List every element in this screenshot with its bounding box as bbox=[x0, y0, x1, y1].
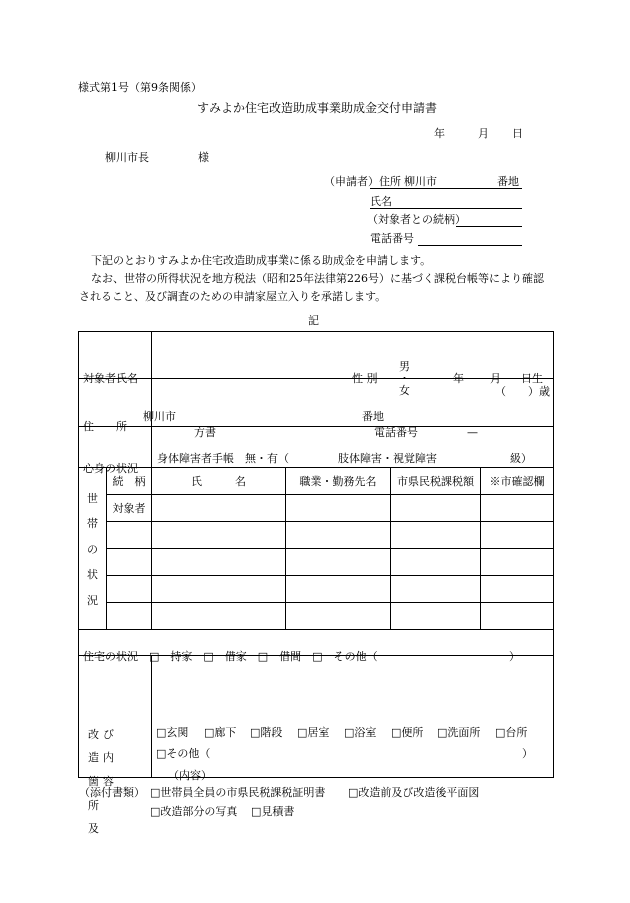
renovation-item-toilet[interactable]: □便所 bbox=[391, 725, 424, 739]
gender-label: 性 別 bbox=[352, 372, 378, 385]
condition-label-cell bbox=[79, 427, 152, 475]
attachment-estimate[interactable]: □見積書 bbox=[251, 805, 295, 818]
renovation-content-label: （内容） bbox=[168, 768, 212, 782]
renovation-label-zou: 造 bbox=[88, 750, 99, 764]
housing-status-text: 住宅の状況 □ 持家 □ 借家 □ 借間 □ その他（ bbox=[83, 649, 378, 663]
housing-status-row bbox=[79, 630, 554, 656]
household-check-cell[interactable] bbox=[481, 495, 554, 522]
subject-row bbox=[79, 332, 554, 379]
address-care-of: 方書 bbox=[194, 425, 216, 439]
attachment-floor-plans[interactable]: □改造前及び改造後平面図 bbox=[348, 786, 480, 799]
renovation-label-you: 容 bbox=[103, 774, 114, 788]
renovation-item-entrance[interactable]: □玄関 bbox=[156, 725, 189, 739]
address-field[interactable] bbox=[143, 379, 554, 439]
renovation-label-nai: 内 bbox=[103, 750, 114, 764]
address-label: 住 所 bbox=[83, 419, 127, 433]
attachments-label: （添付書類） bbox=[79, 786, 145, 799]
table-row bbox=[79, 576, 554, 603]
date-month-label: 月 bbox=[478, 127, 489, 140]
condition-grade: 級） bbox=[510, 452, 532, 465]
household-occupation-cell[interactable] bbox=[286, 576, 391, 603]
applicant-banchi: 番地 bbox=[497, 175, 519, 188]
address-label-cell bbox=[79, 379, 152, 433]
household-header-row bbox=[79, 468, 554, 495]
attachment-tax-certificate[interactable]: □世帯員全員の市県民税課税証明書 bbox=[150, 786, 326, 799]
gender-male[interactable]: 男 bbox=[399, 360, 410, 373]
subject-name-label: 対象者氏名 bbox=[83, 372, 138, 385]
household-relation-cell[interactable] bbox=[107, 576, 152, 603]
applicant-name-label: 氏名 bbox=[370, 195, 392, 208]
renovation-label-kai: 改 bbox=[88, 727, 99, 741]
household-label-char-4: 状 bbox=[87, 568, 98, 581]
renovation-row bbox=[79, 656, 554, 778]
household-tax-cell[interactable] bbox=[391, 549, 481, 576]
household-label-char-3: の bbox=[87, 542, 98, 556]
address-banchi: 番地 bbox=[362, 409, 384, 423]
applicant-relation-label: （対象者との続柄） bbox=[367, 213, 466, 226]
renovation-content-cell[interactable] bbox=[152, 656, 554, 782]
header-city-check: ※市確認欄 bbox=[481, 468, 554, 495]
table-row bbox=[79, 495, 554, 522]
household-name-cell[interactable] bbox=[152, 603, 286, 630]
household-name-cell[interactable] bbox=[152, 495, 286, 522]
household-occupation-cell[interactable] bbox=[286, 522, 391, 549]
table-row bbox=[79, 522, 554, 549]
household-check-cell[interactable] bbox=[481, 522, 554, 549]
household-tax-cell[interactable] bbox=[391, 603, 481, 630]
applicant-phone-label: 電話番号 bbox=[370, 232, 414, 245]
gender-female[interactable]: 女 bbox=[399, 384, 410, 397]
addressee: 柳川市長 bbox=[105, 151, 149, 164]
household-name-cell[interactable] bbox=[152, 549, 286, 576]
renovation-item-stairs[interactable]: □階段 bbox=[250, 725, 283, 739]
address-phone-dash: — bbox=[467, 425, 478, 439]
gender-dot: ・ bbox=[399, 372, 410, 385]
household-name-cell[interactable] bbox=[152, 576, 286, 603]
renovation-label-ka: 箇 bbox=[88, 774, 99, 788]
renovation-item-kitchen[interactable]: □台所 bbox=[495, 725, 528, 739]
ki-heading: 記 bbox=[308, 314, 319, 327]
applicant-address-label: （申請者）住所 bbox=[324, 175, 401, 188]
household-label-char-1: 世 bbox=[87, 491, 98, 505]
renovation-item-bathroom[interactable]: □浴室 bbox=[344, 725, 377, 739]
header-name: 氏 名 bbox=[152, 468, 286, 495]
household-check-cell[interactable] bbox=[481, 576, 554, 603]
condition-row bbox=[79, 427, 554, 468]
applicant-name-field[interactable] bbox=[370, 194, 522, 209]
header-tax: 市県民税課税額 bbox=[391, 468, 481, 495]
household-tax-cell[interactable] bbox=[391, 522, 481, 549]
household-relation-cell[interactable] bbox=[107, 522, 152, 549]
renovation-label-bi: び bbox=[103, 727, 114, 741]
subject-details-cell[interactable] bbox=[152, 332, 554, 398]
age-label: （ ）歳 bbox=[495, 385, 550, 398]
renovation-item-washroom[interactable]: □洗面所 bbox=[437, 725, 481, 739]
date-year-label: 年 bbox=[434, 127, 445, 140]
form-number: 様式第1号（第9条関係） bbox=[78, 81, 202, 94]
applicant-city: 柳川市 bbox=[404, 175, 437, 188]
applicant-phone-field[interactable] bbox=[418, 231, 522, 246]
household-tax-cell[interactable] bbox=[391, 495, 481, 522]
renovation-other-close: ） bbox=[522, 746, 533, 760]
household-relation-cell[interactable] bbox=[107, 549, 152, 576]
household-occupation-cell[interactable] bbox=[286, 495, 391, 522]
honorific: 様 bbox=[198, 151, 209, 164]
household-relation-cell[interactable] bbox=[107, 603, 152, 630]
condition-types: 肢体障害・視覚障害 bbox=[338, 452, 437, 465]
renovation-item-living-room[interactable]: □居室 bbox=[297, 725, 330, 739]
household-check-cell[interactable] bbox=[481, 549, 554, 576]
household-name-cell[interactable] bbox=[152, 522, 286, 549]
housing-status-close: ） bbox=[509, 649, 520, 663]
condition-label: 心身の状況 bbox=[83, 462, 138, 475]
header-relation: 続 柄 bbox=[107, 468, 152, 495]
table-row bbox=[79, 549, 554, 576]
household-label-char-2: 帯 bbox=[87, 517, 98, 530]
condition-text: 身体障害者手帳 無・有（ bbox=[157, 452, 289, 465]
table-row bbox=[79, 603, 554, 630]
address-city: 柳川市 bbox=[143, 409, 176, 423]
household-label-cell bbox=[79, 468, 107, 630]
subject-name-label-cell bbox=[79, 332, 152, 385]
household-occupation-cell[interactable] bbox=[286, 603, 391, 630]
address-phone-label: 電話番号 bbox=[374, 425, 418, 439]
household-label-char-5: 況 bbox=[87, 593, 98, 607]
date-day-label: 日 bbox=[512, 127, 523, 140]
applicant-relation-field[interactable] bbox=[456, 212, 522, 227]
household-check-cell[interactable] bbox=[481, 603, 554, 630]
birth-year-label: 年 bbox=[453, 372, 464, 385]
household-occupation-cell[interactable] bbox=[286, 549, 391, 576]
address-row bbox=[79, 379, 554, 427]
attachment-photos[interactable]: □改造部分の写真 bbox=[150, 805, 238, 818]
household-tax-cell[interactable] bbox=[391, 576, 481, 603]
header-occupation: 職業・勤務先名 bbox=[286, 468, 391, 495]
body-paragraph-2-line-1: なお、世帯の所得状況を地方税法（昭和25年法律第226号）に基づく課税台帳等により確認 bbox=[91, 272, 544, 285]
body-paragraph-1: 下記のとおりすみよか住宅改造助成事業に係る助成金を申請します。 bbox=[91, 254, 432, 267]
renovation-item-hallway[interactable]: □廊下 bbox=[204, 725, 237, 739]
birth-day-label: 日生 bbox=[521, 372, 543, 385]
renovation-label-sho: 所 bbox=[88, 798, 99, 812]
birth-month-label: 月 bbox=[490, 372, 501, 385]
renovation-item-other[interactable]: □その他（ bbox=[156, 746, 211, 760]
household-relation-cell[interactable]: 対象者 bbox=[107, 495, 152, 522]
page-title: すみよか住宅改造助成事業助成金交付申請書 bbox=[197, 101, 438, 115]
body-paragraph-2-line-2: されること、及び調査のための申請家屋立入りを承諾します。 bbox=[79, 290, 387, 303]
housing-status-cell[interactable] bbox=[79, 630, 554, 663]
renovation-label-oyobi: 及 bbox=[88, 821, 99, 835]
